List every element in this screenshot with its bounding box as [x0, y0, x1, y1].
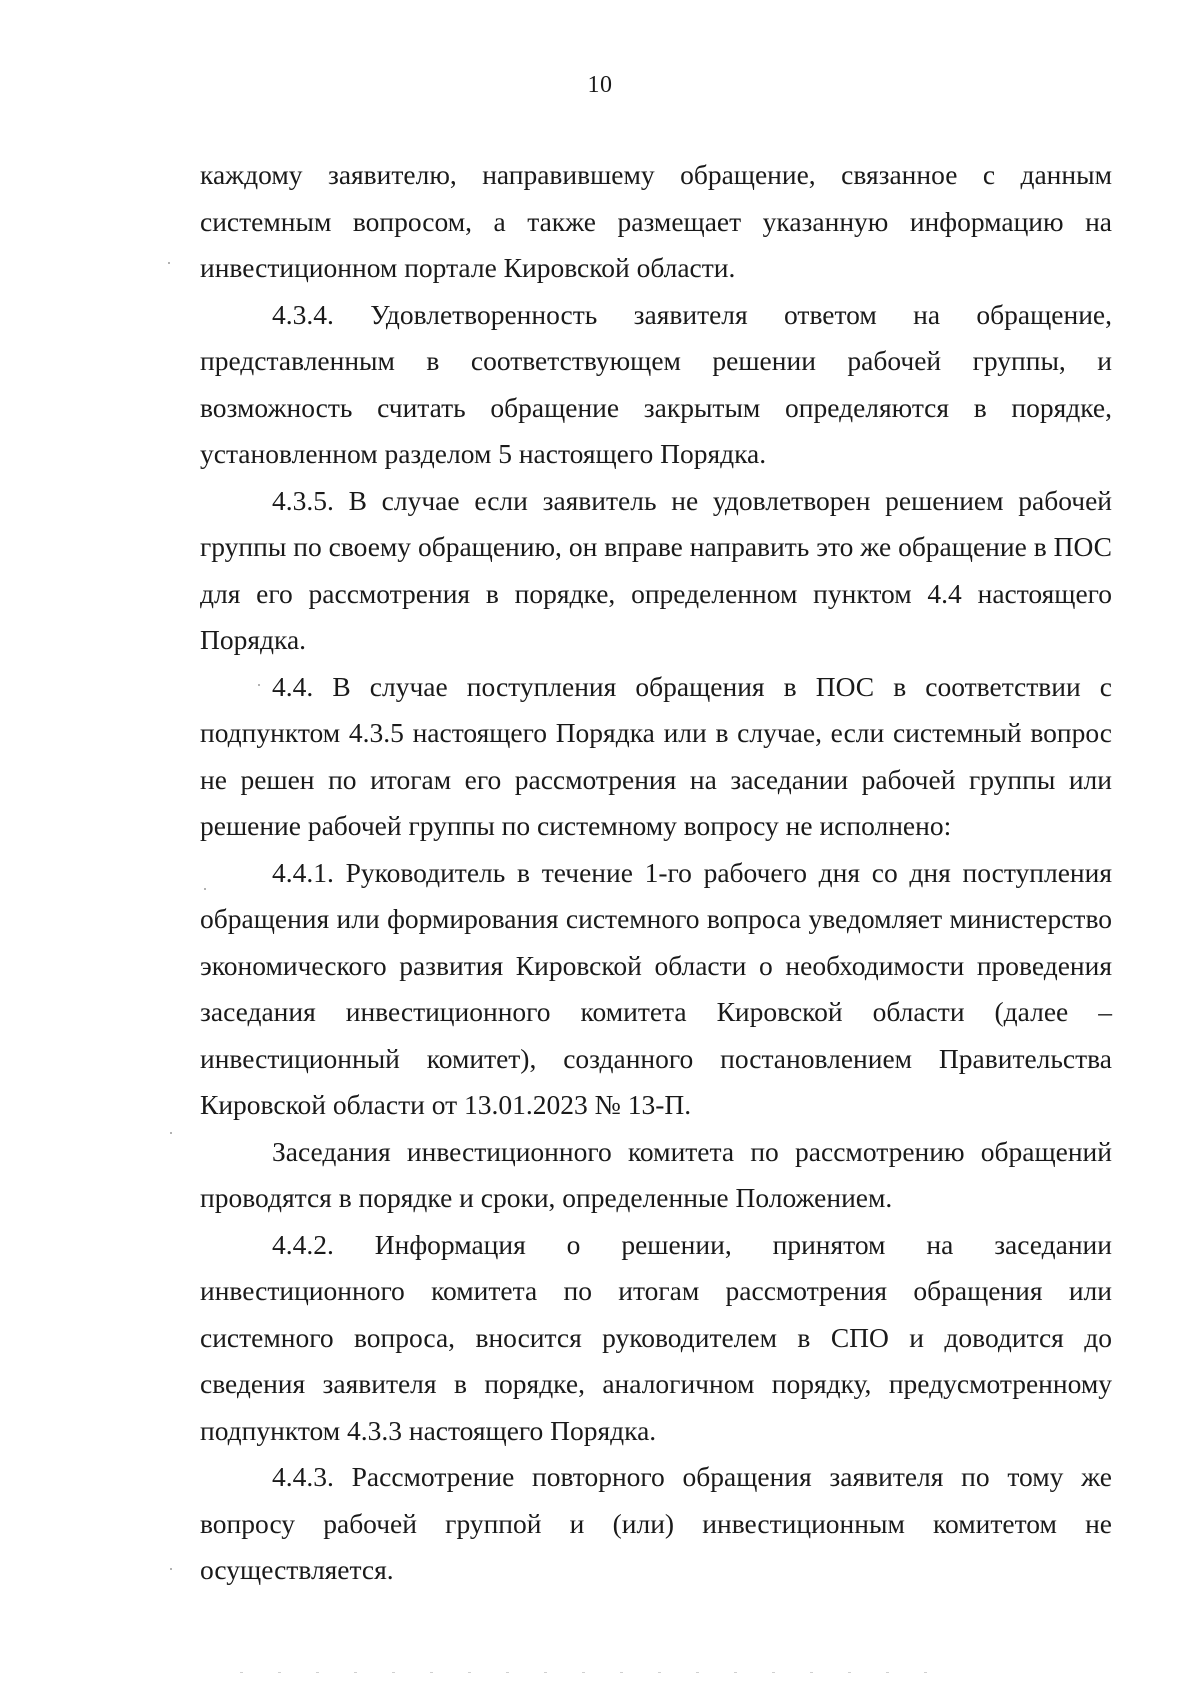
document-body: [200, 152, 1112, 1594]
paragraph-4-3-5: 4.3.5. В случае если заявитель не удовлетворен решением рабочей группы по своему обращению, он вправе направить это же обращение в ПОС для его рассмотрения в порядке, определенном пунктом 4.4 настоящего Порядка.: [200, 484, 1112, 655]
scan-speck: [204, 888, 206, 890]
paragraph-4-4-1: 4.4.1. Руководитель в течение 1-го рабочего дня со дня поступления обращения или формирования системного вопроса уведомляет министерство экономического развития Кировской области о необходимости проведения заседания инвестиционного комитета Кировской области (далее – инвестиционный комитет), созданного постановлением Правительства Кировской области от 13.01.2023 № 13-П.: [200, 856, 1112, 1120]
scan-speck: [170, 1568, 172, 1570]
scan-speck: [258, 684, 260, 686]
paragraph-4-4-3: 4.4.3. Рассмотрение повторного обращения заявителя по тому же вопросу рабочей группой и (или) инвестиционным комитетом не осуществляется.: [200, 1461, 1112, 1585]
scan-speck: [168, 262, 170, 264]
scan-speck: [170, 1132, 172, 1134]
paragraph-continuation: каждому заявителю, направившему обращение, связанное с данным системным вопросом, а также размещает указанную информацию на инвестиционном портале Кировской области.: [200, 159, 1112, 283]
paragraph-committee-meetings: Заседания инвестиционного комитета по рассмотрению обращений проводятся в порядке и сроки, определенные Положением.: [200, 1135, 1112, 1213]
paragraph-4-3-4: 4.3.4. Удовлетворенность заявителя ответом на обращение, представленным в соответствующем решении рабочей группы, и возможность считать обращение закрытым определяются в порядке, установленном разделом 5 настоящего Порядка.: [200, 298, 1112, 469]
paragraph-4-4-2: 4.4.2. Информация о решении, принятом на заседании инвестиционного комитета по итогам рассмотрения обращения или системного вопроса, вносится руководителем в СПО и доводится до сведения заявителя в порядке, аналогичном порядку, предусмотренному подпунктом 4.3.3 настоящего Порядка.: [200, 1228, 1112, 1446]
page-number: 10: [587, 72, 613, 98]
scan-footer-noise: [240, 1672, 960, 1673]
paragraph-4-4: 4.4. В случае поступления обращения в ПОС в соответствии с подпунктом 4.3.5 настоящего Порядка или в случае, если системный вопрос не решен по итогам его рассмотрения на заседании рабочей группы или решение рабочей группы по системному вопросу не исполнено:: [200, 670, 1112, 841]
